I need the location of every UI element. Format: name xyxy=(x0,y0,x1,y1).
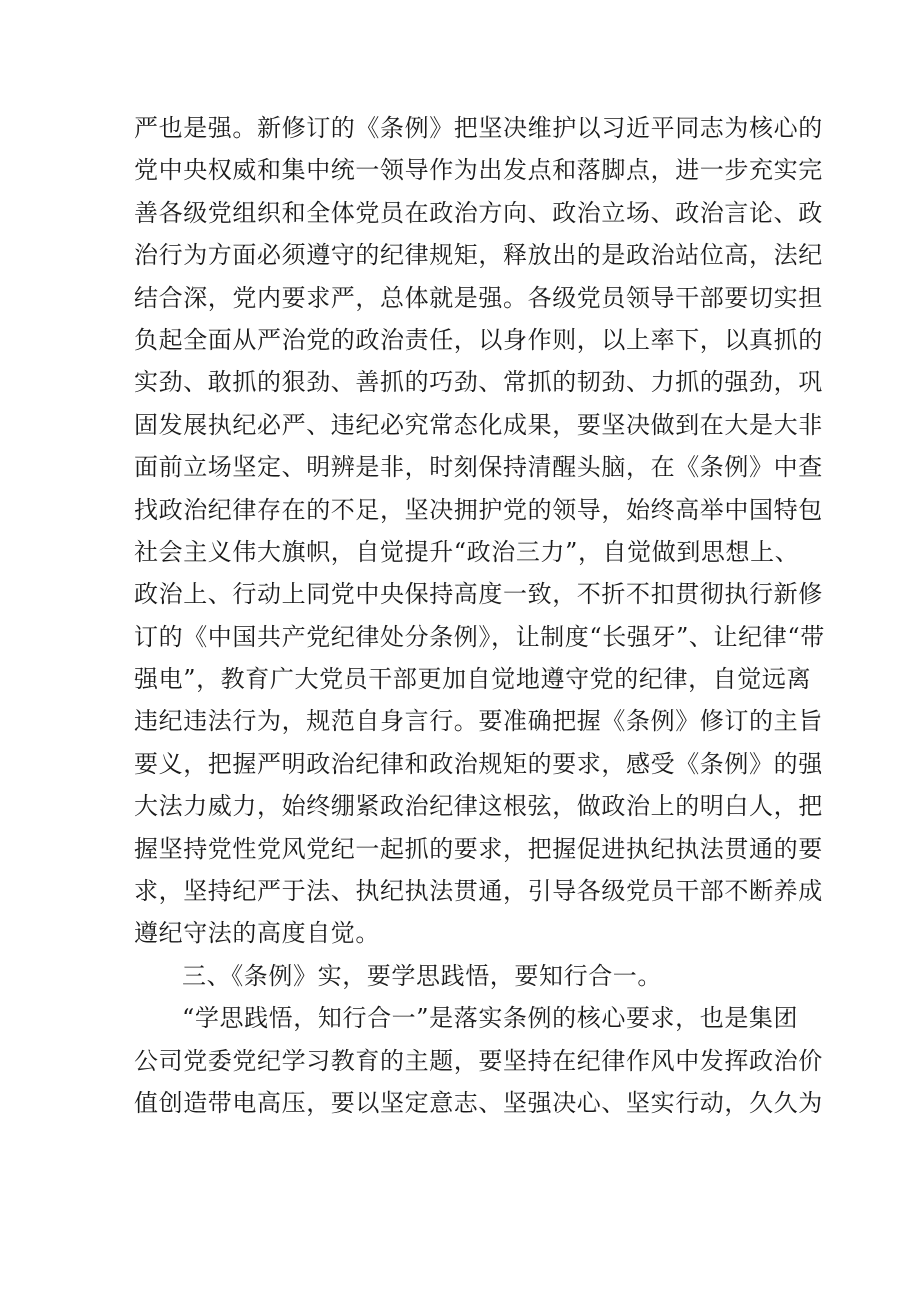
text-line: 治行为方面必须遵守的纪律规矩，释放出的是政治站位高，法纪 xyxy=(134,241,823,270)
text-line: 公司党委党纪学习教育的主题，要坚持在纪律作风中发挥政治价 xyxy=(134,1046,823,1075)
text-line: 善各级党组织和全体党员在政治方向、政治立场、政治言论、政 xyxy=(134,198,823,227)
text-line: 面前立场坚定、明辨是非，时刻保持清醒头脑，在《条例》中查 xyxy=(134,453,823,482)
body-text xyxy=(134,107,825,1124)
text-line: 大法力威力，始终绷紧政治纪律这根弦，做政治上的明白人，把 xyxy=(134,792,823,821)
text-line: 值创造带电高压，要以坚定意志、坚强决心、坚实行动，久久为 xyxy=(134,1088,823,1117)
text-line: 求，坚持纪严于法、执纪执法贯通，引导各级党员干部不断养成 xyxy=(134,877,823,906)
text-line: 强电”，教育广大党员干部更加自觉地遵守党的纪律，自觉远离 xyxy=(134,665,812,694)
text-line: 政治上、行动上同党中央保持高度一致，不折不扣贯彻执行新修 xyxy=(134,580,823,609)
text-line: 负起全面从严治党的政治责任，以身作则，以上率下，以真抓的 xyxy=(134,325,823,354)
text-line: 固发展执纪必严、违纪必究常态化成果，要坚决做到在大是大非 xyxy=(134,410,823,439)
text-line: 要义，把握严明政治纪律和政治规矩的要求，感受《条例》的强 xyxy=(134,749,823,778)
text-line-paragraph-start: “学思践悟，知行合一”是落实条例的核心要求，也是集团 xyxy=(182,1004,799,1033)
text-line: 结合深，党内要求严，总体就是强。各级党员领导干部要切实担 xyxy=(134,283,823,312)
text-line: 订的《中国共产党纪律处分条例》，让制度“长强牙”、让纪律“带 xyxy=(134,622,825,651)
text-line: 违纪违法行为，规范自身言行。要准确把握《条例》修订的主旨 xyxy=(134,707,823,736)
text-line: 找政治纪律存在的不足，坚决拥护党的领导，始终高举中国特包 xyxy=(134,495,823,524)
text-line-paragraph-end: 遵纪守法的高度自觉。 xyxy=(134,919,380,948)
text-line: 党中央权威和集中统一领导作为出发点和落脚点，进一步充实完 xyxy=(134,156,823,185)
text-line: 握坚持党性党风党纪一起抓的要求，把握促进执纪执法贯通的要 xyxy=(134,834,823,863)
section-heading: 三、《条例》实，要学思践悟，要知行合一。 xyxy=(182,961,662,990)
text-line: 社会主义伟大旗帜，自觉提升“政治三力”，自觉做到思想上、 xyxy=(134,537,800,566)
text-line: 实劲、敢抓的狠劲、善抓的巧劲、常抓的韧劲、力抓的强劲，巩 xyxy=(134,368,823,397)
text-line: 严也是强。新修订的《条例》把坚决维护以习近平同志为核心的 xyxy=(134,114,823,142)
